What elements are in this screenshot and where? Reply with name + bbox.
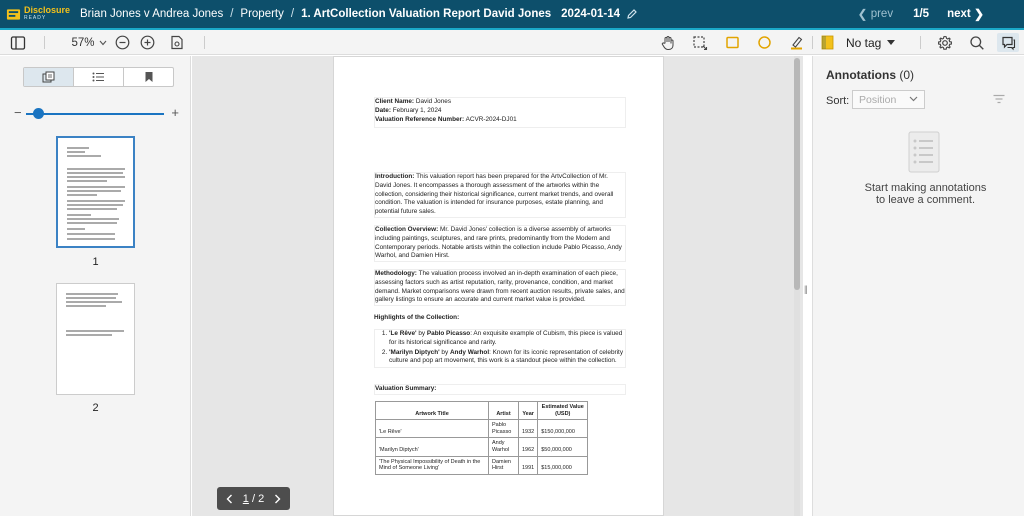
table-header: Artist <box>489 402 519 420</box>
overview-text: Mr. David Jones' collection is a diverse assembly of artworks including paintings, sculptures, and rare prints, predominantly from the Modern and Contemporary periods. Notable artists within the collection include Pablo Picasso, Andy Warhol, and Damien Hirst. <box>375 226 622 260</box>
table-cell: Damien Hirst <box>489 456 519 474</box>
highlight-by: by <box>441 348 449 356</box>
annotations-title <box>826 68 914 82</box>
page-thumbnail-1[interactable] <box>56 136 135 248</box>
right-splitter-handle[interactable]: || <box>804 284 807 294</box>
doc-methodology <box>374 269 626 306</box>
document-viewer <box>192 56 803 516</box>
tag-value: No tag <box>846 35 882 50</box>
zoom-value: 57% <box>71 36 95 49</box>
table-row <box>376 438 588 456</box>
highlight-item <box>389 330 625 348</box>
table-cell: 'Le Rêve' <box>376 420 489 438</box>
sort-dropdown[interactable] <box>852 90 925 109</box>
toolbar-divider <box>920 36 921 49</box>
highlight-tool-button[interactable] <box>786 33 806 52</box>
highlight-artist: Pablo Picasso <box>426 330 471 337</box>
caret-down-icon <box>887 40 895 45</box>
next-label: next <box>947 8 971 20</box>
breadcrumb-category[interactable]: Property <box>240 8 284 20</box>
rectangle-tool-button[interactable] <box>722 33 742 52</box>
comments-panel-button[interactable] <box>997 33 1019 52</box>
search-button[interactable] <box>967 33 987 52</box>
table-header: Artwork Title <box>376 402 489 420</box>
pencil-edit-icon[interactable] <box>626 8 638 20</box>
table-cell: $15,000,000 <box>538 456 588 474</box>
thumbnails-icon <box>42 71 56 83</box>
page-thumbnail-label: 1 <box>92 256 99 268</box>
ref-label: Valuation Reference Number: <box>375 115 465 123</box>
highlight-title: 'Marilyn Diptych' <box>389 348 440 356</box>
table-cell: 1932 <box>519 420 538 438</box>
table-cell: Pablo Picasso <box>489 420 519 438</box>
area-select-icon <box>692 35 708 51</box>
settings-button[interactable] <box>935 33 955 52</box>
slider-handle[interactable] <box>33 108 44 119</box>
thumbnail-size-slider[interactable] <box>14 105 179 120</box>
app-logo[interactable] <box>0 0 70 28</box>
highlight-text: : Known for its iconic representation of celebrity culture and pop art movement, this work is a standout piece within the collection. <box>389 348 624 365</box>
plus-icon[interactable]: + <box>171 105 179 120</box>
current-page-input[interactable]: 1 <box>242 492 249 505</box>
table-cell: $50,000,000 <box>538 438 588 456</box>
tab-outline[interactable] <box>74 68 124 86</box>
highlight-artist: Andy Warhol <box>449 348 490 356</box>
breadcrumb-separator: / <box>230 8 234 20</box>
page-navigation <box>217 487 290 510</box>
page-indicator <box>243 493 264 505</box>
search-icon <box>969 35 985 51</box>
annotations-count: (0) <box>899 68 915 82</box>
doc-introduction <box>374 172 626 218</box>
method-label: Methodology: <box>375 270 417 277</box>
highlight-item <box>389 349 625 367</box>
fit-page-icon <box>170 35 184 50</box>
document-pager <box>857 0 984 28</box>
table-cell: 'The Physical Impossibility of Death in the Mind of Someone Living' <box>376 456 489 474</box>
tab-thumbnails[interactable] <box>24 68 74 86</box>
table-cell: $150,000,000 <box>538 420 588 438</box>
pan-tool-button[interactable] <box>658 33 678 52</box>
empty-message-line: to leave a comment. <box>875 194 976 206</box>
prev-label: prev <box>870 8 894 20</box>
zoom-out-button[interactable] <box>113 33 131 52</box>
valuation-table <box>375 401 588 475</box>
page-thumbnail-label: 2 <box>92 402 99 414</box>
filter-icon[interactable] <box>993 94 1005 104</box>
next-document-button[interactable] <box>947 7 984 21</box>
chevron-down-icon <box>99 40 107 46</box>
annotations-panel <box>812 56 1024 516</box>
highlights-label: Highlights of the Collection: <box>374 314 460 321</box>
tag-color-icon <box>821 35 834 50</box>
empty-message-line: Start making annotations <box>864 182 987 194</box>
breadcrumb <box>80 8 638 20</box>
toggle-sidebar-button[interactable] <box>8 33 28 52</box>
tag-color-button[interactable] <box>819 33 835 52</box>
overview-label: Collection Overview: <box>375 226 439 233</box>
logo-text: Disclosure <box>23 5 70 15</box>
date-value: February 1, 2024 <box>392 106 442 114</box>
table-row <box>376 456 588 474</box>
breadcrumb-separator: / <box>290 8 295 20</box>
empty-annotations-message <box>853 182 998 206</box>
prev-document-button[interactable] <box>857 7 893 21</box>
table-cell: 'Marilyn Diptych' <box>376 438 489 456</box>
toolbar <box>0 30 1024 55</box>
table-cell: Andy Warhol <box>489 438 519 456</box>
chevron-right-icon[interactable] <box>274 494 281 504</box>
panel-view-switcher <box>23 67 174 87</box>
doc-header-block <box>374 97 626 128</box>
document-counter: 1/5 <box>913 8 930 20</box>
zoom-in-icon <box>140 35 155 50</box>
ref-value: ACVR-2024-DJ01 <box>465 115 517 123</box>
fit-page-button[interactable] <box>168 33 186 52</box>
chevron-right-icon: ❯ <box>973 7 984 21</box>
breadcrumb-case[interactable]: Brian Jones v Andrea Jones <box>80 8 224 20</box>
rectangle-icon <box>725 35 740 50</box>
annotations-title-text: Annotations <box>826 68 896 82</box>
document-title: 1. ArtCollection Valuation Report David Jones <box>301 8 552 20</box>
zoom-out-icon <box>115 35 130 50</box>
chevron-left-icon: ❮ <box>857 7 868 21</box>
logo-subtext: READY <box>23 15 47 21</box>
table-header: Year <box>519 402 538 420</box>
sort-label: Sort: <box>826 95 850 107</box>
highlight-text: : An exquisite example of Cubism, this piece is valued for its historical significance and rarity. <box>389 330 623 346</box>
gear-icon <box>937 35 953 51</box>
highlighter-icon <box>789 35 804 50</box>
page-separator: / <box>251 492 256 505</box>
scrollbar-thumb[interactable] <box>794 58 800 290</box>
summary-label: Valuation Summary: <box>375 385 437 392</box>
toolbar-divider <box>44 36 45 49</box>
method-text: The valuation process involved an in-depth examination of each piece, assessing factors such as artist reputation, rarity, provenance, condition, and market demand. Market comparisons were drawn from recent auction results, private sales, and gallery listings to ensure an accurate and current market value is provided. <box>375 270 625 304</box>
table-cell: 1991 <box>519 456 538 474</box>
table-cell: 1962 <box>519 438 538 456</box>
doc-highlights-list <box>374 329 626 368</box>
area-select-button[interactable] <box>690 33 710 52</box>
intro-label: Introduction: <box>375 173 415 180</box>
minus-icon[interactable]: − <box>14 105 22 120</box>
top-header <box>0 0 1024 28</box>
sort-value: Position <box>859 94 897 106</box>
highlight-by: by <box>418 330 426 337</box>
table-row <box>376 420 588 438</box>
tab-bookmarks[interactable] <box>124 68 173 86</box>
slider-track[interactable] <box>26 113 164 115</box>
zoom-dropdown[interactable] <box>70 33 108 52</box>
chevron-left-icon[interactable] <box>226 494 233 504</box>
date-label: Date: <box>375 106 391 114</box>
document-page <box>333 56 664 516</box>
page-thumbnail-2[interactable] <box>56 283 135 395</box>
zoom-in-button[interactable] <box>138 33 156 52</box>
toolbar-divider <box>204 36 205 49</box>
ellipse-tool-button[interactable] <box>754 33 774 52</box>
viewer-scrollbar[interactable] <box>794 56 800 516</box>
thumbnail-panel <box>0 56 191 516</box>
doc-summary-heading <box>374 384 626 395</box>
chevron-down-icon <box>909 94 918 104</box>
empty-annotations-icon <box>908 131 940 173</box>
comments-icon <box>1000 35 1016 51</box>
client-label: Client Name: <box>375 98 415 105</box>
toolbar-divider <box>812 36 813 49</box>
document-date: 2024-01-14 <box>561 8 620 20</box>
logo-icon <box>6 6 21 22</box>
sidebar-panel-icon <box>10 35 26 51</box>
doc-collection-overview <box>374 225 626 262</box>
bookmark-icon <box>144 71 154 83</box>
intro-text: This valuation report has been prepared for the ArtvCollection of Mr. David Jones. It encompasses a thorough assessment of the artworks within the collection, considering their historical significance, current market trends, and overall condition. The valuation is intended for insurance purposes, estate planning, and potential future sales. <box>375 173 614 216</box>
tag-dropdown[interactable] <box>846 33 902 52</box>
hand-icon <box>660 35 676 51</box>
list-icon <box>92 72 105 82</box>
client-value: David Jones <box>415 98 452 105</box>
doc-highlights-heading <box>374 314 626 323</box>
highlight-title: 'Le Rêve' <box>389 330 417 337</box>
total-pages: 2 <box>258 492 265 505</box>
table-header: Estimated Value (USD) <box>538 402 588 420</box>
circle-icon <box>757 35 772 50</box>
